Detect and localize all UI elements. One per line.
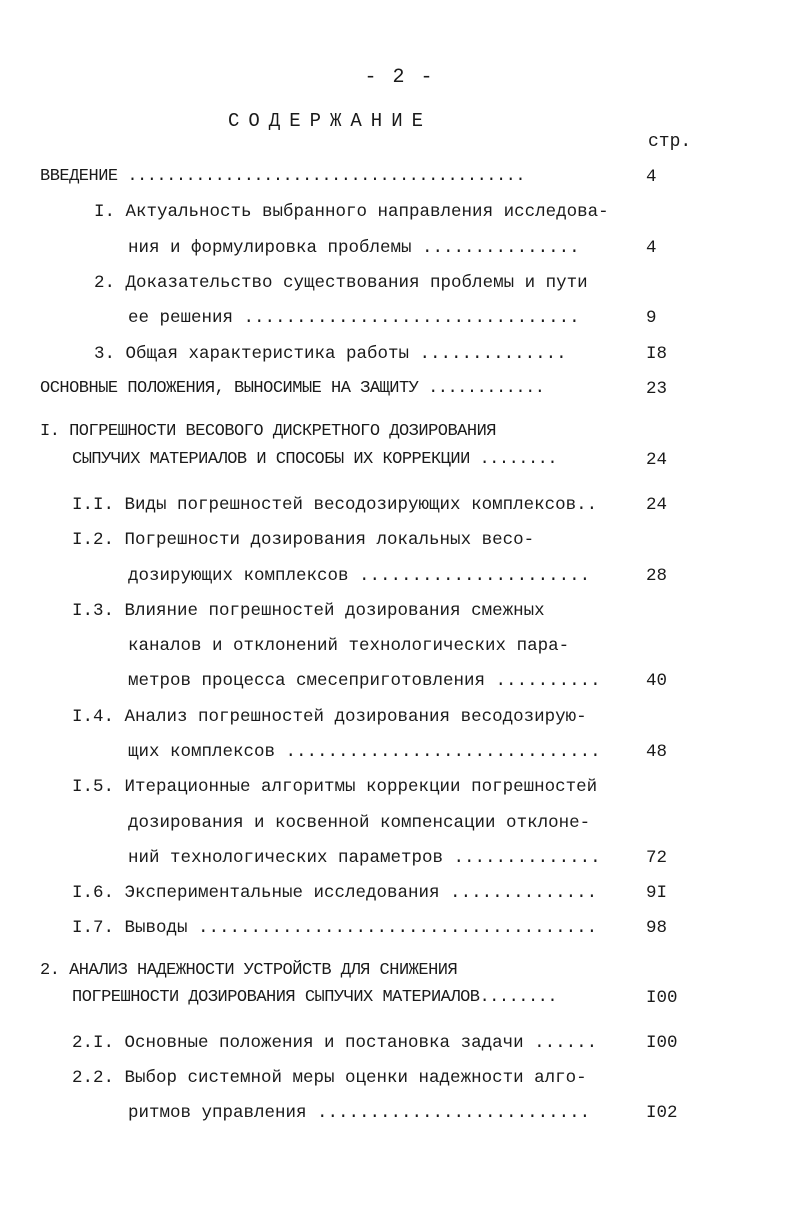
toc-entry-text: 2.2. Выбор системной меры оценки надежности алго- bbox=[72, 1068, 587, 1088]
toc-entry-page: 28 bbox=[646, 566, 668, 586]
toc-entry-text: 2.I. Основные положения и постановка задачи ...... bbox=[72, 1033, 598, 1053]
toc-chapter-heading: I. ПОГРЕШНОСТИ ВЕСОВОГО ДИСКРЕТНОГО ДОЗИРОВАНИЯ bbox=[40, 422, 496, 441]
toc-entry-page: I00 bbox=[646, 988, 678, 1008]
toc-entry-text: I.3. Влияние погрешностей дозирования смежных bbox=[72, 601, 545, 621]
toc-entry-text: I.5. Итерационные алгоритмы коррекции погрешностей bbox=[72, 777, 598, 797]
toc-entry-page: 23 bbox=[646, 379, 668, 399]
toc-entry-text: 3. Общая характеристика работы .............. bbox=[94, 344, 567, 364]
toc-entry-page: 4 bbox=[646, 167, 657, 187]
toc-entry-page: 9I bbox=[646, 883, 668, 903]
page-number: - 2 - bbox=[364, 66, 435, 89]
toc-entry-page: 24 bbox=[646, 495, 668, 515]
toc-entry-page: 40 bbox=[646, 671, 668, 691]
toc-entry-text: I.6. Экспериментальные исследования .............. bbox=[72, 883, 598, 903]
toc-entry-page: 4 bbox=[646, 238, 657, 258]
page-column-label: стр. bbox=[648, 132, 692, 152]
toc-entry-text: ния и формулировка проблемы ............... bbox=[128, 238, 580, 258]
toc-entry-text: дозирования и косвенной компенсации отклоне- bbox=[128, 813, 591, 833]
toc-entry-page: 24 bbox=[646, 450, 668, 470]
toc-chapter-heading: СЫПУЧИХ МАТЕРИАЛОВ И СПОСОБЫ ИХ КОРРЕКЦИИ ........ bbox=[72, 450, 558, 469]
toc-entry-text: дозирующих комплексов ...................... bbox=[128, 566, 591, 586]
toc-entry-text: 2. Доказательство существования проблемы и пути bbox=[94, 273, 588, 293]
toc-entry-text: ритмов управления .......................... bbox=[128, 1103, 591, 1123]
toc-entry-page: 98 bbox=[646, 918, 668, 938]
toc-entry-page: I02 bbox=[646, 1103, 678, 1123]
toc-entry-page: 72 bbox=[646, 848, 668, 868]
toc-entry-text: щих комплексов .............................. bbox=[128, 742, 601, 762]
toc-entry-text: I.I. Виды погрешностей весодозирующих комплексов.. bbox=[72, 495, 598, 515]
toc-entry-text: I.4. Анализ погрешностей дозирования весодозирую- bbox=[72, 707, 587, 727]
toc-entry-page: I8 bbox=[646, 344, 668, 364]
toc-entry-text: каналов и отклонений технологических пара- bbox=[128, 636, 570, 656]
toc-entry-page: 9 bbox=[646, 308, 657, 328]
toc-entry-text: ОСНОВНЫЕ ПОЛОЖЕНИЯ, ВЫНОСИМЫЕ НА ЗАЩИТУ ............ bbox=[40, 379, 545, 398]
toc-chapter-heading: 2. АНАЛИЗ НАДЕЖНОСТИ УСТРОЙСТВ ДЛЯ СНИЖЕНИЯ bbox=[40, 961, 458, 980]
toc-entry-page: 48 bbox=[646, 742, 668, 762]
toc-entry-text: I. Актуальность выбранного направления исследова- bbox=[94, 202, 609, 222]
toc-entry-text: метров процесса смесеприготовления .......... bbox=[128, 671, 601, 691]
toc-chapter-heading: ПОГРЕШНОСТИ ДОЗИРОВАНИЯ СЫПУЧИХ МАТЕРИАЛОВ........ bbox=[72, 988, 558, 1007]
toc-entry-text: ВВЕДЕНИЕ ......................................... bbox=[40, 167, 526, 186]
toc-entry-text: I.2. Погрешности дозирования локальных весо- bbox=[72, 530, 535, 550]
page-title: СОДЕРЖАНИЕ bbox=[227, 110, 433, 132]
toc-entry-text: ее решения ................................ bbox=[128, 308, 580, 328]
toc-entry-page: I00 bbox=[646, 1033, 678, 1053]
toc-entry-text: I.7. Выводы ...................................... bbox=[72, 918, 598, 938]
toc-entry-text: ний технологических параметров .............. bbox=[128, 848, 601, 868]
